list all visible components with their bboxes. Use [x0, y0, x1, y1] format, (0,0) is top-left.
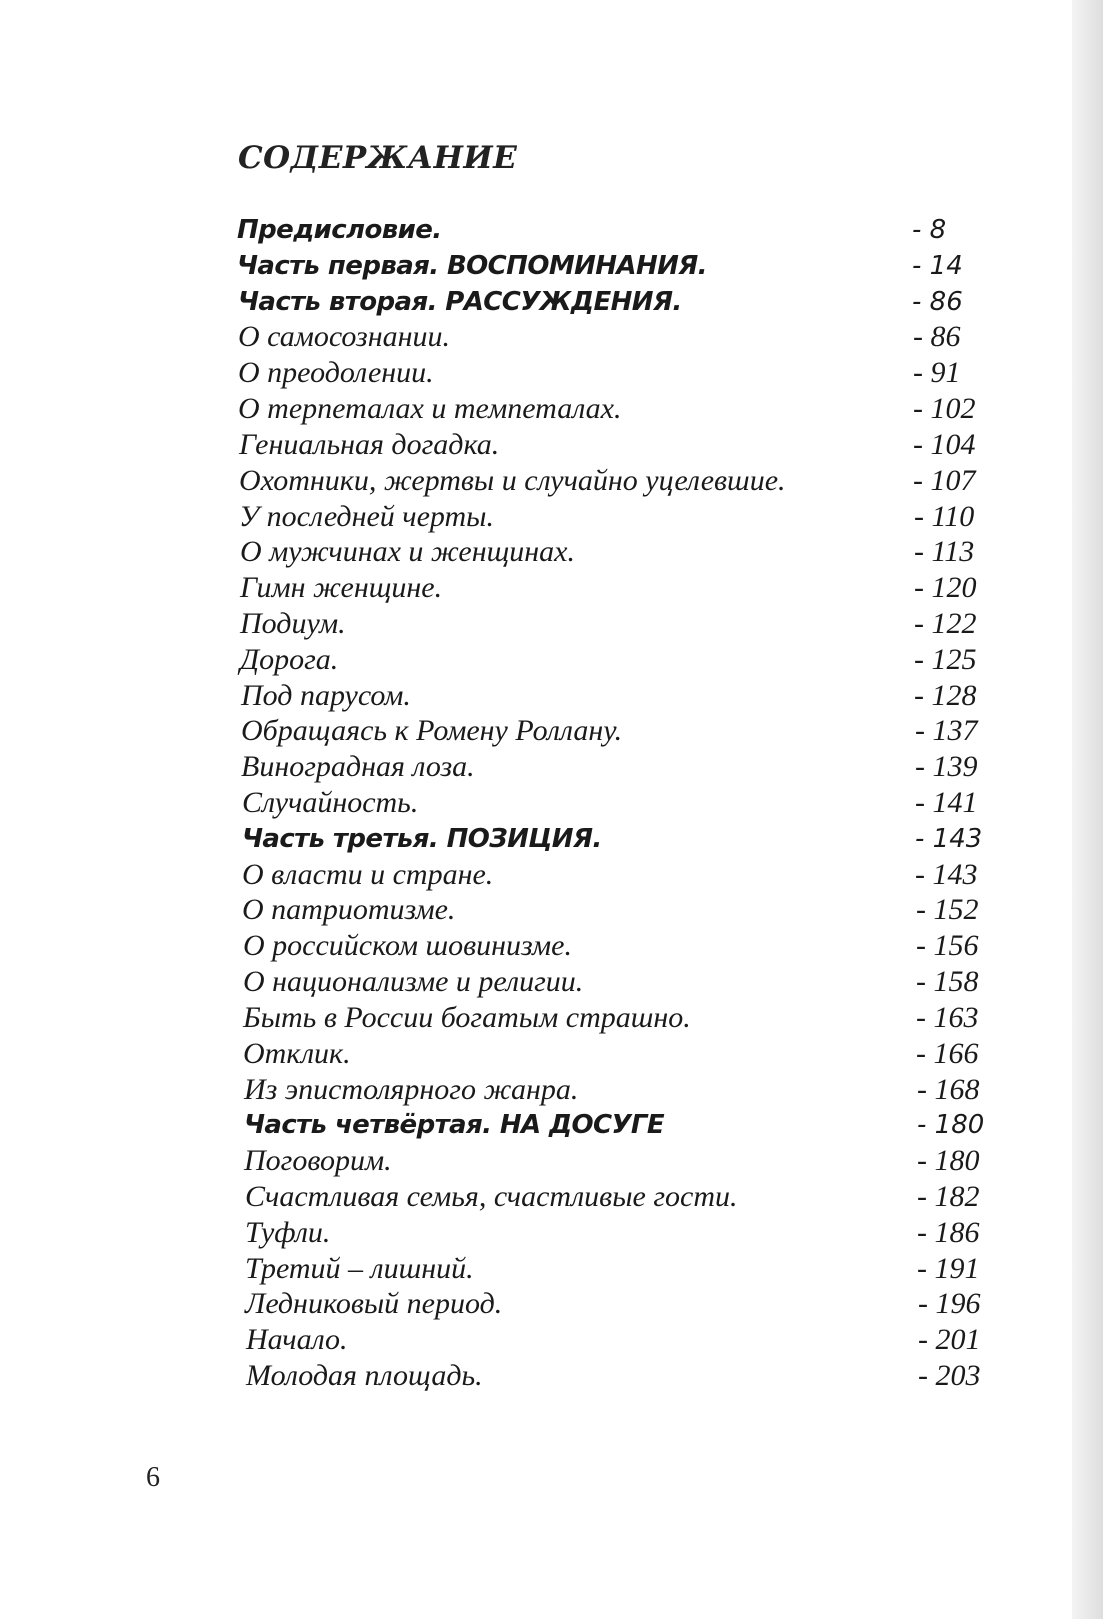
toc-entry — [0, 1322, 1072, 1358]
toc-entry — [0, 1286, 1072, 1322]
toc-entry-page: - 128 — [914, 679, 977, 712]
toc-entry-page: - 180 — [917, 1144, 980, 1177]
toc-entry — [0, 1107, 1072, 1143]
toc-entry-page: - 143 — [915, 858, 978, 891]
toc-entry-title: Гимн женщине. — [240, 571, 443, 604]
toc-entry-page: - 86 — [912, 287, 963, 317]
toc-entry-page: - 143 — [915, 824, 983, 854]
toc-entry — [0, 463, 1072, 499]
toc-entry-title: О власти и стране. — [242, 858, 494, 891]
toc-entry-title: Обращаясь к Ромену Роллану. — [241, 714, 623, 747]
toc-entry — [0, 678, 1072, 714]
toc-entry-page: - 163 — [916, 1001, 979, 1034]
toc-entry — [0, 570, 1072, 606]
toc-entry — [0, 534, 1072, 570]
toc-entry-page: - 113 — [914, 535, 975, 568]
toc-entry — [0, 821, 1072, 857]
toc-entry-page: - 152 — [916, 893, 979, 926]
toc-entry — [0, 284, 1072, 320]
toc-entry-title: Туфли. — [245, 1216, 331, 1249]
toc-entry-title: Случайность. — [242, 786, 419, 819]
toc-entry-title: О терпеталах и темпеталах. — [238, 392, 622, 425]
toc-entry — [0, 928, 1072, 964]
toc-entry-title: Часть первая. ВОСПОМИНАНИЯ. — [237, 251, 707, 281]
toc-entry-title: Отклик. — [243, 1037, 351, 1070]
toc-entry-title: Поговорим. — [244, 1144, 392, 1177]
toc-entry — [0, 749, 1072, 785]
toc-entry-page: - 8 — [912, 215, 947, 245]
toc-entry — [0, 857, 1072, 893]
toc-entry-title: О мужчинах и женщинах. — [240, 535, 575, 568]
toc-entry — [0, 785, 1072, 821]
toc-entry-page: - 166 — [916, 1037, 979, 1070]
toc-entry — [0, 1072, 1072, 1108]
toc-entry-title: Быть в России богатым страшно. — [243, 1001, 691, 1034]
toc-entry-page: - 125 — [914, 643, 977, 676]
toc-entry-page: - 141 — [915, 786, 978, 819]
toc-entry — [0, 892, 1072, 928]
toc-entry-title: О национализме и религии. — [243, 965, 584, 998]
toc-entry-page: - 102 — [913, 392, 976, 425]
toc-entry-page: - 182 — [917, 1180, 980, 1213]
toc-entry-page: - 107 — [913, 464, 976, 497]
toc-entry — [0, 499, 1072, 535]
toc-entry-title: У последней черты. — [239, 500, 494, 533]
toc-entry-title: Часть четвёртая. НА ДОСУГЕ — [244, 1110, 665, 1140]
toc-entry — [0, 319, 1072, 355]
toc-entry-page: - 110 — [914, 500, 975, 533]
toc-entry-title: Молодая площадь. — [246, 1359, 483, 1392]
toc-entry-page: - 156 — [916, 929, 979, 962]
contents-title: СОДЕРЖАНИЕ — [238, 140, 518, 176]
toc-entry-title: Начало. — [246, 1323, 348, 1356]
toc-entry-page: - 137 — [915, 714, 978, 747]
toc-entry-title: Под парусом. — [241, 679, 411, 712]
page-number: 6 — [146, 1462, 160, 1493]
toc-entry-page: - 191 — [917, 1252, 980, 1285]
toc-entry-page: - 168 — [917, 1073, 980, 1106]
toc-entry-title: О патриотизме. — [242, 893, 456, 926]
toc-entry-page: - 186 — [917, 1216, 980, 1249]
toc-entry-page: - 158 — [916, 965, 979, 998]
toc-entry-title: Виноградная лоза. — [241, 750, 475, 783]
toc-entry-title: Подиум. — [240, 607, 346, 640]
toc-entry — [0, 964, 1072, 1000]
toc-entry-title: Часть вторая. РАССУЖДЕНИЯ. — [238, 287, 682, 317]
toc-entry-page: - 201 — [918, 1323, 981, 1356]
toc-entry-title: Предисловие. — [237, 215, 442, 245]
toc-entry-page: - 14 — [912, 251, 963, 281]
toc-entry — [0, 713, 1072, 749]
toc-entry — [0, 642, 1072, 678]
toc-entry-page: - 120 — [914, 571, 977, 604]
toc-entry-title: Ледниковый период. — [245, 1287, 503, 1320]
page-edge-shadow — [1072, 0, 1103, 1619]
toc-entry — [0, 355, 1072, 391]
toc-entry-title: О самосознании. — [238, 320, 450, 353]
toc-entry-title: О преодолении. — [238, 356, 434, 389]
toc-entry — [0, 427, 1072, 463]
toc-entry-title: Счастливая семья, счастливые гости. — [245, 1180, 738, 1213]
toc-entry — [0, 1179, 1072, 1215]
toc-entry — [0, 1000, 1072, 1036]
toc-entry — [0, 212, 1072, 248]
toc-entry — [0, 391, 1072, 427]
toc-entry — [0, 1358, 1072, 1394]
toc-entry-page: - 203 — [918, 1359, 981, 1392]
toc-entry-page: - 122 — [914, 607, 977, 640]
toc-entry — [0, 1215, 1072, 1251]
toc-entry — [0, 248, 1072, 284]
toc-entry-title: Из эпистолярного жанра. — [244, 1073, 579, 1106]
toc-entry-title: Охотники, жертвы и случайно уцелевшие. — [239, 464, 786, 497]
toc-entry-page: - 139 — [915, 750, 978, 783]
toc-entry — [0, 606, 1072, 642]
toc-entry — [0, 1143, 1072, 1179]
toc-entry — [0, 1251, 1072, 1287]
toc-entry-page: - 86 — [913, 320, 961, 353]
toc-entry — [0, 1036, 1072, 1072]
toc-entry-title: Третий – лишний. — [245, 1252, 474, 1285]
toc-entry-page: - 180 — [917, 1110, 985, 1140]
toc-entry-title: О российском шовинизме. — [243, 929, 572, 962]
toc-entry-title: Дорога. — [240, 643, 339, 676]
toc-entry-title: Гениальная догадка. — [239, 428, 500, 461]
toc-entry-title: Часть третья. ПОЗИЦИЯ. — [242, 824, 602, 854]
toc-entry-page: - 104 — [913, 428, 976, 461]
toc-entry-page: - 196 — [918, 1287, 981, 1320]
toc-entry-page: - 91 — [913, 356, 961, 389]
